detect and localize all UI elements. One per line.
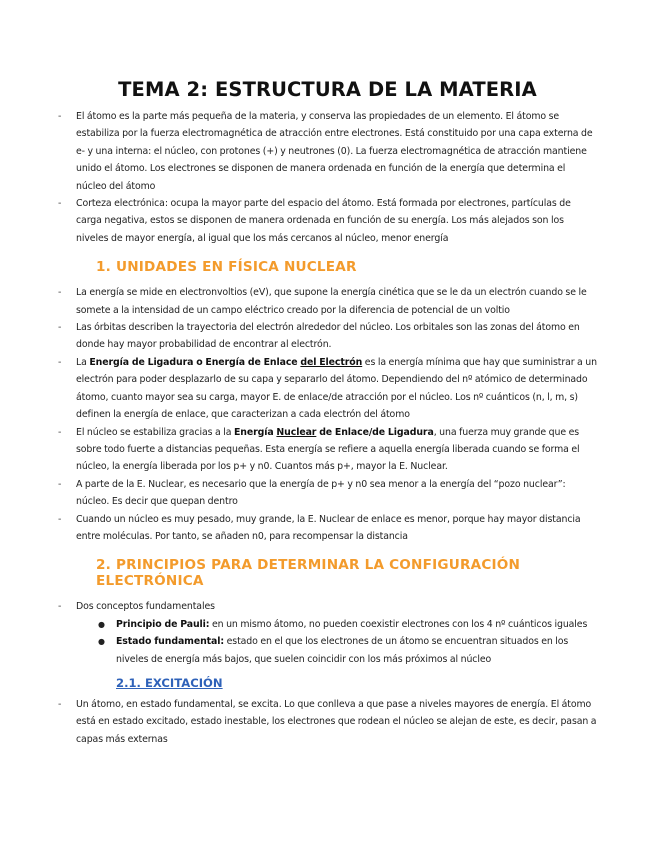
bullet-dot-icon: ●: [98, 619, 105, 629]
section-1-item: [58, 284, 597, 319]
paragraph-text: Dos conceptos fundamentales: [76, 601, 215, 613]
section-1-item: [58, 511, 597, 546]
concept-item-fundamental: [58, 633, 597, 668]
text-run: , una fuerza muy grande que es sobre todo fuerte a distancias pequeñas. Esta energía se refiere a aquella energía liberada cuando se forma el núcleo, la energía liberada por los p+ y n0. Cuantos más p+, mayor la E. Nuclear.: [76, 426, 580, 473]
dash-bullet: -: [58, 198, 62, 210]
paragraph-text: [76, 111, 593, 192]
intro-item-2: [58, 195, 597, 247]
section-2-1-heading: 2.1. EXCITACIÓN: [116, 675, 223, 690]
concept-text: estado en el que los electrones de un átomo se encuentran situados en los niveles de energía más bajos, que suelen coincidir con los más próximos al núcleo: [116, 636, 569, 665]
section-1-item: [58, 476, 597, 511]
section-1-item: [58, 424, 597, 476]
bold-term: Energía: [233, 426, 277, 438]
concept-term: Estado fundamental:: [116, 636, 225, 648]
bold-term: del Electrón: [300, 356, 363, 368]
paragraph-text: [76, 427, 580, 473]
dash-bullet: -: [58, 287, 62, 299]
section-1-list: [58, 284, 597, 545]
section-2-lead: [58, 598, 597, 615]
section-2-1-item: [58, 696, 597, 748]
section-1-item: [58, 354, 597, 424]
dash-bullet: -: [58, 478, 62, 490]
section-1-heading: 1. UNIDADES EN FÍSICA NUCLEAR: [96, 259, 357, 276]
dash-bullet: -: [58, 601, 62, 613]
text-run: El átomo es la parte más pequeña de la materia, y conserva las propiedades de un elemento. El átomo se estabiliza por la fuerza electromagnética de atracción entre electrones. Está constituido por una capa externa de e- y una interna: el núcleo, con protones (+) y neutrones (0). La fuerza electromagnética de atracción mantiene unido el átomo. Los electrones se disponen de manera ordenada en función de la energía que determina el núcleo del átomo: [76, 111, 593, 192]
dash-bullet: -: [58, 356, 62, 368]
bold-term: Energía de Ligadura o Energía de Enlace: [89, 356, 301, 368]
paragraph-text: [76, 287, 587, 315]
dash-bullet: -: [58, 322, 62, 334]
section-1-item: [58, 319, 597, 354]
text-run: A parte de la E. Nuclear, es necesario que la energía de p+ y n0 sea menor a la energía del “pozo nuclear”: núcleo. Es decir que quepan dentro: [76, 478, 566, 508]
dash-bullet: -: [58, 111, 62, 122]
concept-item-pauli: [58, 616, 597, 633]
concept-term: Principio de Pauli:: [116, 618, 210, 630]
bullet-dot-icon: ●: [98, 637, 105, 647]
concept-text: en un mismo átomo, no pueden coexistir electrones con los 4 nº cuánticos iguales: [209, 618, 588, 630]
paragraph-text: [76, 514, 581, 542]
bold-term: Nuclear: [276, 426, 317, 438]
text-run: es la energía mínima que hay que suministrar a un electrón para poder desplazarlo de su capa y separarlo del átomo. Dependiendo del nº atómico de determinado átomo, cuanto mayor sea su carga, mayor E. de enlace/de atracción por el núcleo. Los nº cuánticos (n, l, m, s) definen la energía de enlace, que caracterizan a cada electrón del átomo: [76, 356, 597, 421]
text-run: Un átomo, en estado fundamental, se excita. Lo que conlleva a que pase a niveles mayores de energía. El átomo está en estado excitado, estado inestable, los electrones que rodean el núcleo se alejan de este, es decir, pasan a capas más externas: [76, 698, 597, 745]
dash-bullet: -: [58, 698, 62, 710]
paragraph-text: [76, 198, 571, 244]
intro-list: [58, 108, 597, 247]
section-2-heading: 2. PRINCIPIOS PARA DETERMINAR LA CONFIGURACIÓN ELECTRÓNICA: [96, 557, 521, 590]
paragraph-text: [76, 357, 597, 420]
text-run: Cuando un núcleo es muy pesado, muy grande, la E. Nuclear de enlace es menor, porque hay mayor distancia entre moléculas. Por tanto, se añaden n0, para recompensar la distancia: [76, 513, 581, 542]
page-title: TEMA 2: ESTRUCTURA DE LA MATERIA: [118, 78, 537, 101]
dash-bullet: -: [58, 426, 62, 438]
paragraph-text: [76, 479, 566, 507]
intro-item-1: [58, 108, 597, 195]
text-run: La energía se mide en electronvoltios (eV), que supone la energía cinética que se le da un electrón cuando se le somete a la intensidad de un campo eléctrico creado por la diferencia de potencial de un voltio: [76, 287, 587, 316]
bold-term: de Enlace/de Ligadura: [316, 426, 434, 438]
text-run: Corteza electrónica: ocupa la mayor parte del espacio del átomo. Está formada por electrones, partículas de carga negativa, estos se disponen de manera ordenada en función de su energía. Los más alejados son los niveles de mayor energía, al igual que los más cercanos al núcleo, menor energía: [76, 198, 571, 244]
paragraph-text: [76, 699, 596, 745]
paragraph-text: [76, 322, 580, 350]
text-run: El núcleo se estabiliza gracias a la: [76, 426, 234, 438]
text-run: Las órbitas describen la trayectoria del electrón alrededor del núcleo. Los orbitales son las zonas del átomo en donde hay mayor probabilidad de encontrar al electrón.: [76, 322, 580, 351]
dash-bullet: -: [58, 513, 62, 525]
text-run: La: [76, 356, 90, 368]
